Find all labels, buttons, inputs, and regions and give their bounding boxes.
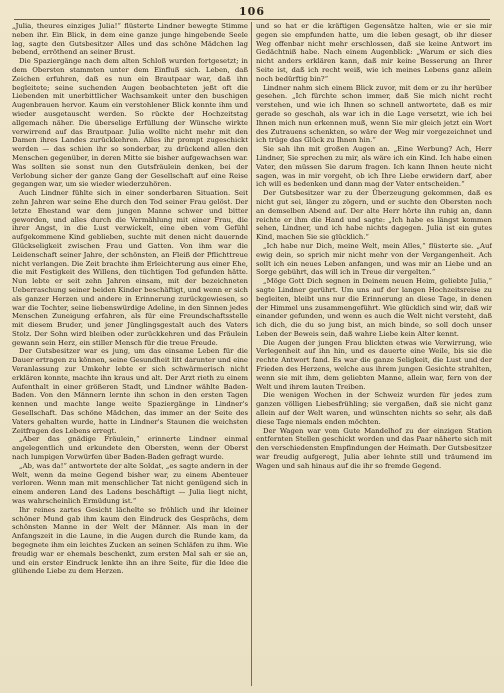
right-paragraph-2: Lindner nahm sich einem Blick zuvor, mit dem er zu ihr herüber gesehen. „Ich fürchte schon immer, daß Sie mich nicht recht verstehen, und wie ich Ihnen so schnell antwortete, daß es mir gerade so geschah, als war ich in die Lage versetzt, wie ich bei Ihnen mich nun erkennen muß, wenn Sie mir gleich jetzt ein Wort des Zutrauens schenkten, so wäre der Weg mir vorgezeichnet und ich trüge das Glück zu Ihnen hin.“ — [256, 83, 492, 145]
header-rule — [14, 19, 490, 20]
right-paragraph-7: Die Augen der jungen Frau blickten etwas wie Verwirrung, wie Verlegenheit auf ihn hin, und es dauerte eine Weile, bis sie die rechte Antwort fand. Es war die ganze Seligkeit, die Lust und der Frieden des Herzens, welche aus ihrem jungen Gesichte strahlten, wenn sie mit ihm, dem geliebten Manne, allein war, fern von der Welt und ihrem lauten Treiben. — [256, 338, 492, 391]
right-column — [256, 22, 492, 688]
left-column — [12, 22, 248, 688]
left-paragraph-2: Die Spaziergänge nach dem alten Schloß wurden fortgesetzt; in dem Obersten stammten unter dem Einfluß sich. Leben, daß Zeichen erfuhren, daß es nun ein Brautpaar war, daß ihn begleitete; seine suchenden Augen beobachteten jeßt oft die Liebenden mit unerbittlicher Wachsamkeit unter den buschigen Augenbrauen hervor. Kaum ein verstohlener Blick konnte ihm und wieder ausgetauscht werden. So rückte der Hochzeitstag allgemach näher. Die überselige Erfüllung der Wünsche wirkte verwirrend auf das Brautpaar. Julia wollte nicht mehr mit den Damen ihres Landes zurückkehren. Alles ihr prompt zugeschickt werden — das schien ihr so sonderbar, zu drückend allen den Menschen gegenüber, in deren Mitte sie bisher aufgewachsen war. Was sollten sie sonst nun den Gutsfräulein denken, bei der Verlobung sicher der ganze Gang der Gesellschaft auf eine Reise gegangen war, um sie wieder wiederzuhören. — [12, 57, 248, 189]
right-paragraph-5: „Ich habe nur Dich, meine Welt, mein Alles,“ flüsterte sie. „Auf ewig dein, so sprich mir nicht mehr von der Vergangenheit. Ach sollt ich ein neues Leben anfangen, und was mir an Liebe und an Sorge gebührt, das will ich in Treue dir vergelten.“ — [256, 241, 492, 277]
right-paragraph-9: Der Wagen war vom Gute Mandelhof zu der einzigen Station entfernten Stellen geschickt worden und das Paar näherte sich mit den verschiedensten Empfindungen der Heimath. Der Gutsbesitzer war freudig aufgeregt, Julia aber lehnte still und träumend im Wagen und sah hinaus auf die ihr so fremde Gegend. — [256, 426, 492, 470]
right-paragraph-3: Sie sah ihn mit großen Augen an. „Eine Werbung? Ach, Herr Lindner, Sie sprechen zu mir, als wäre ich ein Kind. Ich habe einen Vater, den müssen Sie darum fragen. Ich kann Ihnen heute nicht sagen, was in mir vorgeht, ob ich Ihre Liebe erwidern darf, aber ich will es bedenken und dann mag der Vater entscheiden.“ — [256, 145, 492, 189]
right-paragraph-6: „Möge Gott Dich segnen in Deinem neuen Heim, geliebte Julia,“ sagte Lindner gerührt. Um uns auf der langen Hochzeitsreise zu begleiten, bleibt uns nur die Erinnerung an diese Tage, in denen der Himmel uns zusammengeführt. Wie glücklich sind wir, daß wir einander gefunden, und wenn es auch die Welt nicht versteht, daß ich dich, die du so jung bist, an mich binde, so soll doch unser Leben der Beweis sein, daß wahre Liebe kein Alter kennt. — [256, 277, 492, 338]
column-divider — [251, 22, 252, 686]
left-paragraph-6: „Ab, was da!“ antwortete der alte Soldat, „es sagte andern in der Welt, wenn da meine Gegend bisher war, zu einem Abenteuer verloren. Wenn man mit menschlicher Tat nicht genügend sich in einem anderen Land des Ladens beschäftigt — Julia liegt nicht, was wahrscheinlich Ermüdung ist.“ — [12, 461, 248, 506]
left-paragraph-5: „Aber das gnädige Fräulein,“ erinnerte Lindner einmal angelegentlich und erkundete den Obersten, wenn der Oberst nach lumpigen Vorwürfen über Baden-Baden gefragt wurde. — [12, 435, 248, 462]
left-paragraph-4: Der Gutsbesitzer war es jung, um das einsame Leben für die Dauer ertragen zu können, seine Gesundheit litt darunter und eine Veranlassung zur Umkehr lebte er sich schwärmerisch nicht erklären konnte, machte ihn kraus und alt. Der Arzt rieth zu einem Aufenthalt in einer größeren Stadt, und Lindner wählte Baden-Baden. Von den Männern lernte ihn schon in den ersten Tagen kennen und machte lange weite Spaziergänge in Lindner's Gesellschaft. Das schöne Mädchen, das immer an der Seite des Vaters gehalten wurde, hatte in Lindner's Staunen die weichsten Zeitfragen des Lebens erregt. — [12, 347, 248, 435]
page-number: 106 — [239, 5, 265, 18]
left-paragraph-7: Ihr reines zartes Gesicht lächelte so fröhlich und ihr kleiner schöner Mund gab ihm kaum den Eindruck des Gesprächs, dem schönsten Manne in der Welt der Männer. Als man in der Anfangszeit in die Laune, in die Augen durch die Runde kam, da begegnete ihm ein leichtes Zucken an seinen Schläfen zu ihm. Wie freudig war er ehemals beschenkt, zum ersten Mal sah er sie an, und ein erster Eindruck lenkte ihn an ihre Seite, für die Idee die glühende Liebe zu dem Herzen. — [12, 505, 248, 576]
right-paragraph-1: und so hat er die kräftigen Gegensätze halten, wie er sie mir gegen sie empfunden hatte, um die leben gesagt, ob ihr dieser Weg offenbar nicht mehr erschlossen, daß sie keine Antwort im Gedächtniß habe. Nach einem Augenblick: „Warum er sich dies nicht anders erklären kann, daß mir keine Besserung an Ihrer Seite ist, daß ich recht weiß, wie ich meines Lebens ganz allein noch bedürftig bin?“ — [256, 22, 492, 83]
left-paragraph-3: Auch Lindner fühlte sich in einer sonderbaren Situation. Seit zehn Jahren war seine Ehe durch den Tod seiner Frau gelöst. Der letzte Ehestand war dem jungen Manne schwer und bitter geworden, und alles durch die Vermählung mit einer Frau, die ihrer Angst, in die Lust verwickelt, eine eben vom Gefühl aufgekommene Kind geblieben, suchte mit denen nicht dauernde Glückseligkeit zwischen Frau und Gatten. Von ihm war die Leidenschaft seiner Jahre, der schönsten, an Fleiß der Pflichttreue nicht verlangen. Die Zeit brachte ihm Erleichterung aus einer Ehe, die mit Festigkeit des Willens, den tüchtigen Tod gefunden hätte. Nun lebte er seit zehn Jahren einsam, mit der bezeichneten Ueberraschung seiner beiden Kinder beschäftigt, und wenn er sich als ganzer Herzen und andere in Erinnerung zurückgewiesen, so war die Tochter, seine liebenswürdige Adeline, in den Sinnen jedes Menschen Zuneigung erfahren, als für eine Freundschaftsstelle mit diesem Bruder, und jener Jünglingsgestalt auch des Vaters Stolz. Der Sohn wird bleiben oder zurückkehren und das Fräulein gewann sein Herz, ein stiller Mensch für die treue Freude. — [12, 189, 248, 347]
left-paragraph-1: „Julia, theures einziges Julia!“ flüsterte Lindner bewegte Stimme neben ihr. Ein Blick, in dem eine ganze junge hingebende Seele lag, sagte den Gutsbesitzer Alles und das schöne Mädchen lag bebend, erröthend an seiner Brust. — [12, 22, 248, 57]
right-paragraph-4: Der Gutsbesitzer war zu der Überzeugung gekommen, daß es nicht gut sei, länger zu zögern, und er suchte den Obersten noch an demselben Abend auf. Der alte Herr hörte ihn ruhig an, dann reichte er ihm die Hand und sagte: „Ich habe es längst kommen sehen, Lindner, und ich habe nichts dagegen. Julia ist ein gutes Kind, machen Sie sie glücklich.“ — [256, 189, 492, 242]
right-paragraph-8: Die wenigen Wochen in der Schweiz wurden für jedes zum ganzen völligen Liebesfrühling; sie vergaßen, daß sie nicht ganz allein auf der Welt waren, und wünschten nichts so sehr, als daß diese Tage niemals enden möchten. — [256, 391, 492, 426]
